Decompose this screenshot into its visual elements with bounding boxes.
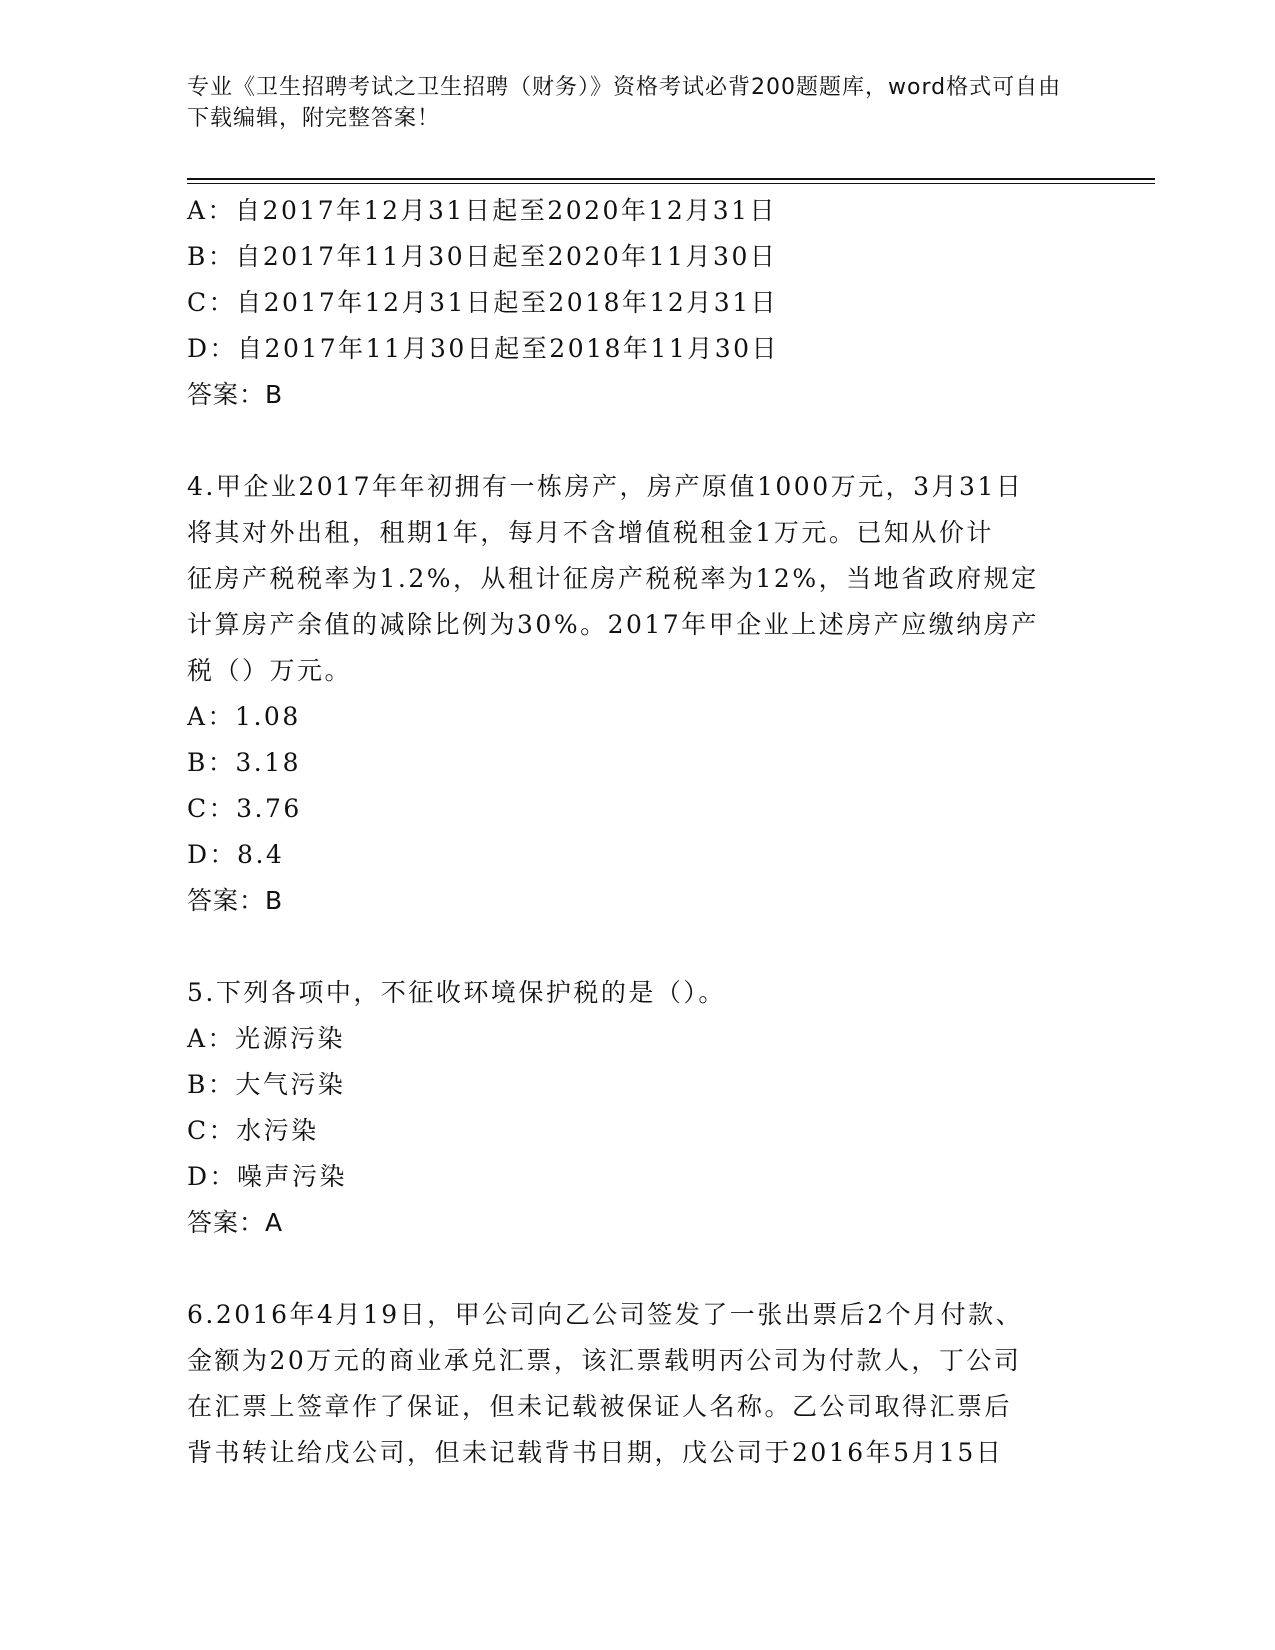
question-stem-line: 将其对外出租，租期1年，每月不含增值税租金1万元。已知从价计 [187,518,994,547]
document-body [187,188,1087,1476]
answer: 答案：A [187,1208,284,1237]
option-c: C：3.76 [187,794,302,823]
question-stem-line: 金额为20万元的商业承兑汇票，该汇票载明丙公司为付款人，丁公司 [187,1346,1022,1375]
question-5 [187,970,1087,1246]
option-b: B：自2017年11月30日起至2020年11月30日 [187,242,778,271]
option-d: D：自2017年11月30日起至2018年11月30日 [187,334,780,363]
question-stem-line: 5.下列各项中，不征收环境保护税的是（）。 [187,978,726,1007]
question-3 [187,188,1087,418]
question-stem-line: 在汇票上签章作了保证，但未记载被保证人名称。乙公司取得汇票后 [187,1392,1013,1421]
header-rule-thin [187,183,1155,184]
answer: 答案：B [187,380,284,409]
question-stem-line: 征房产税税率为1.2%，从租计征房产税税率为12%，当地省政府规定 [187,564,1039,593]
document-header: 专业《卫生招聘考试之卫生招聘（财务）》资格考试必背200题题库，word格式可自由下载编辑，附完整答案！ [187,75,1062,131]
option-d: D：8.4 [187,840,285,869]
question-6 [187,1292,1087,1476]
answer: 答案：B [187,886,284,915]
question-4 [187,464,1087,924]
header-rule-thick [187,178,1155,180]
option-d: D：噪声污染 [187,1162,348,1191]
question-stem-line: 税（）万元。 [187,656,353,685]
question-stem-line: 背书转让给戊公司，但未记载背书日期，戊公司于2016年5月15日 [187,1438,1004,1467]
option-c: C：自2017年12月31日起至2018年12月31日 [187,288,779,317]
option-b: B：3.18 [187,748,302,777]
question-stem-line: 6.2016年4月19日，甲公司向乙公司签发了一张出票后2个月付款、 [187,1300,1024,1329]
option-c: C：水污染 [187,1116,319,1145]
question-stem-line: 4.甲企业2017年年初拥有一栋房产，房产原值1000万元，3月31日 [187,472,1024,501]
question-stem-line: 计算房产余值的减除比例为30%。2017年甲企业上述房产应缴纳房产 [187,610,1039,639]
option-a: A：1.08 [187,702,301,731]
option-b: B：大气污染 [187,1070,346,1099]
option-a: A：光源污染 [187,1024,346,1053]
option-a: A：自2017年12月31日起至2020年12月31日 [187,196,778,225]
